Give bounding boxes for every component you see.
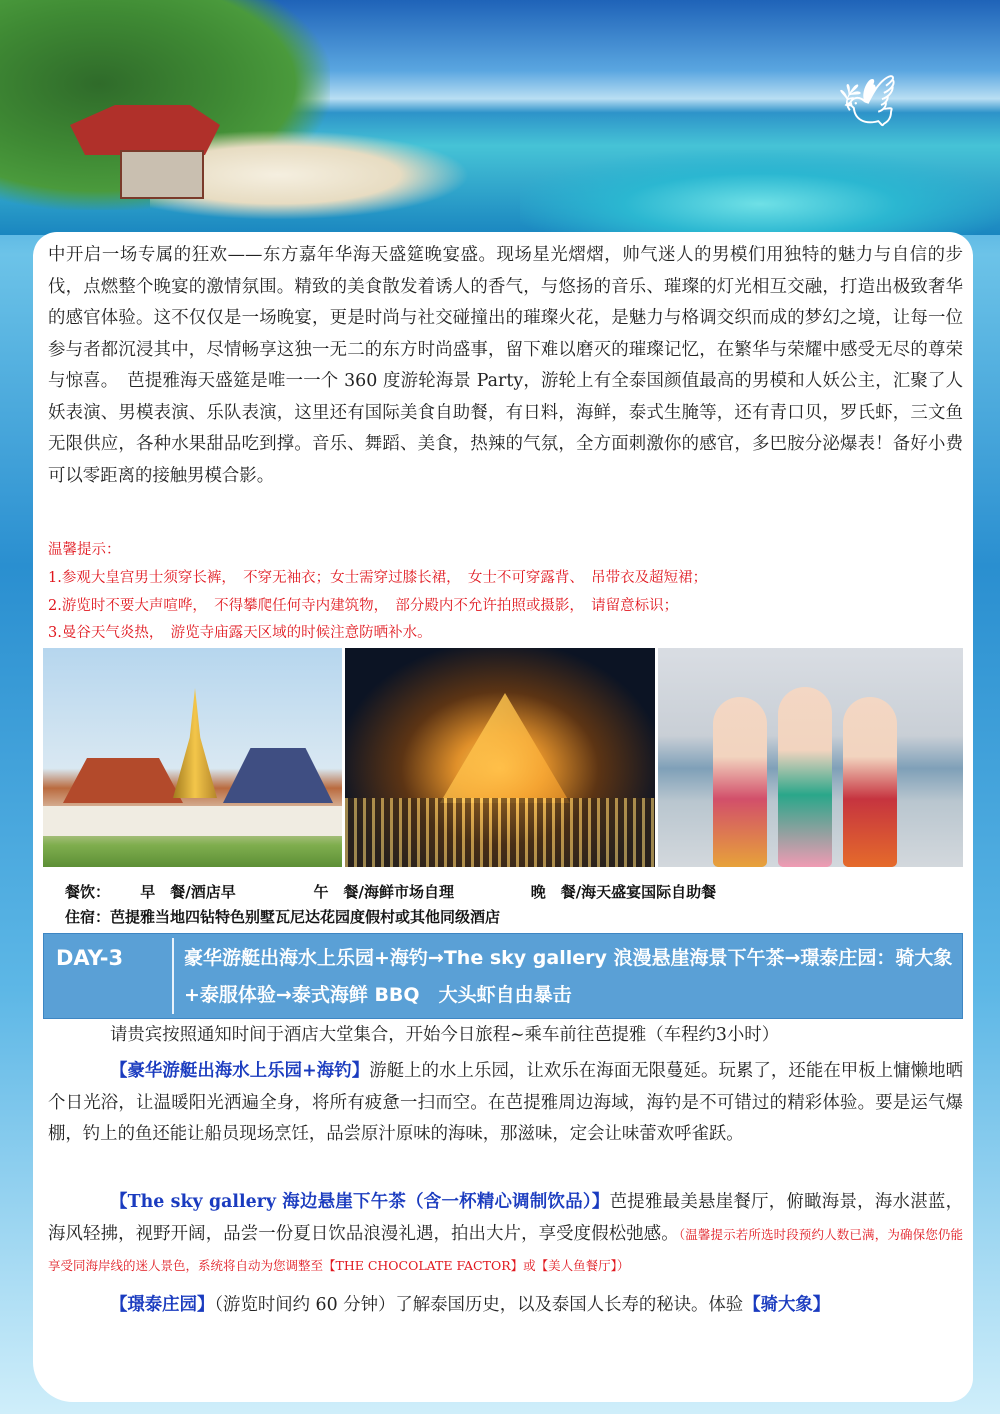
accommodation: 住宿：芭提雅当地四钻特色别墅瓦尼达花园度假村或其他同级酒店: [65, 908, 501, 926]
meals-row: [65, 881, 716, 902]
cruise-party-photo: [345, 648, 655, 867]
meals-label: 餐饮：: [65, 883, 111, 901]
meal-dinner: 晚 餐/海天盛宴国际自助餐: [530, 883, 717, 901]
grand-palace-photo: [43, 648, 342, 867]
estate-paragraph: 【璟泰庄园】（游览时间约 60 分钟）了解泰国历史，以及泰国人长寿的秘诀。体验【骑大象】: [110, 1295, 831, 1315]
tips-title: 温馨提示：: [48, 542, 121, 558]
seagull-icon: 🕊: [835, 71, 906, 137]
tip-item: 2.游览时不要大声喧哗， 不得攀爬任何寺内建筑物， 部分殿内不允许拍照或摄影， 请留意标识；: [48, 598, 679, 614]
mermaid-photo: [658, 648, 963, 867]
meal-lunch: 午 餐/海鲜市场自理: [313, 883, 454, 901]
elephant-title: 【骑大象】: [743, 1295, 831, 1315]
photo-strip: [43, 648, 963, 867]
header-beach-image: [0, 0, 1000, 235]
sky-gallery-paragraph: 【The sky gallery 海边悬崖下午茶（含一杯精心调制饮品）】芭提雅最美悬崖餐厅，俯瞰海景，海水湛蓝，海风轻拂，视野开阔，品尝一份夏日饮品浪漫礼遇，拍出大片，享受度假松弛感。（温馨提示若所选时段预约人数已满，为确保您仍能享受同海岸线的迷人景色，系统将自动为您调整至【THE CHOCOLATE FACTOR】或【美人鱼餐厅】）: [48, 1192, 963, 1273]
day-header: [43, 933, 963, 1019]
yacht-paragraph: 【豪华游艇出海水上乐园+海钓】游艇上的水上乐园，让欢乐在海面无限蔓延。玩累了，还能在甲板上慵懒地晒个日光浴，让温暖阳光洒遍全身，将所有疲惫一扫而空。在芭提雅周边海域，海钓是不可错过的精彩体验。要是运气爆棚，钓上的鱼还能让船员现场烹饪，品尝原汁原味的海味，那滋味，定会让味蕾欢呼雀跃。: [48, 1061, 963, 1144]
meal-breakfast: 早 餐/酒店早: [140, 883, 236, 901]
day-title: 豪华游艇出海水上乐园+海钓→The sky gallery 浪漫悬崖海景下午茶→璟泰庄园：骑大象+泰服体验→泰式海鲜 BBQ 大头虾自由暴击: [184, 947, 953, 1006]
sky-gallery-title: 【The sky gallery 海边悬崖下午茶（含一杯精心调制饮品）】: [110, 1192, 610, 1212]
gather-paragraph: 请贵宾按照通知时间于酒店大堂集合，开始今日旅程~乘车前往芭提雅（车程约3小时）: [110, 1025, 780, 1045]
tip-item: 3.曼谷天气炎热， 游览寺庙露天区域的时候注意防晒补水。: [48, 625, 432, 641]
estate-title: 【璟泰庄园】: [110, 1295, 215, 1315]
yacht-title: 【豪华游艇出海水上乐园+海钓】: [110, 1061, 370, 1081]
intro-paragraph: 中开启一场专属的狂欢——东方嘉年华海天盛筵晚宴盛。现场星光熠熠，帅气迷人的男模们用独特的魅力与自信的步伐，点燃整个晚宴的激情氛围。精致的美食散发着诱人的香气，与悠扬的音乐、璀璨的灯光相互交融，打造出极致奢华的感官体验。这不仅仅是一场晚宴，更是时尚与社交碰撞出的璀璨火花，是魅力与格调交织而成的梦幻之境，让每一位参与者都沉浸其中，尽情畅享这独一无二的东方时尚盛事，留下难以磨灭的璀璨记忆，在繁华与荣耀中感受无尽的尊荣与惊喜。 芭提雅海天盛筵是唯一一个 360 度游轮海景 Party，游轮上有全泰国颜值最高的男模和人妖公主，汇聚了人妖表演、男模表演、乐队表演，这里还有国际美食自助餐，有日料，海鲜，泰式生腌等，还有青口贝，罗氏虾，三文鱼无限供应，各种水果甜品吃到撑。音乐、舞蹈、美食，热辣的气氛，全方面刺激你的感官，多巴胺分泌爆表！备好小费可以零距离的接触男模合影。: [48, 245, 963, 486]
sky-gallery-note: （温馨提示若所选时段预约人数已满，为确保您仍能享受同海岸线的迷人景色，系统将自动为您调整至【THE CHOCOLATE FACTOR】或【美人鱼餐厅】）: [48, 1226, 963, 1273]
day-label: DAY-3: [56, 946, 124, 970]
tip-item: 1.参观大皇宫男士须穿长裤， 不穿无袖衣；女士需穿过膝长裙， 女士不可穿露背、 吊带衣及超短裙；: [48, 570, 708, 586]
